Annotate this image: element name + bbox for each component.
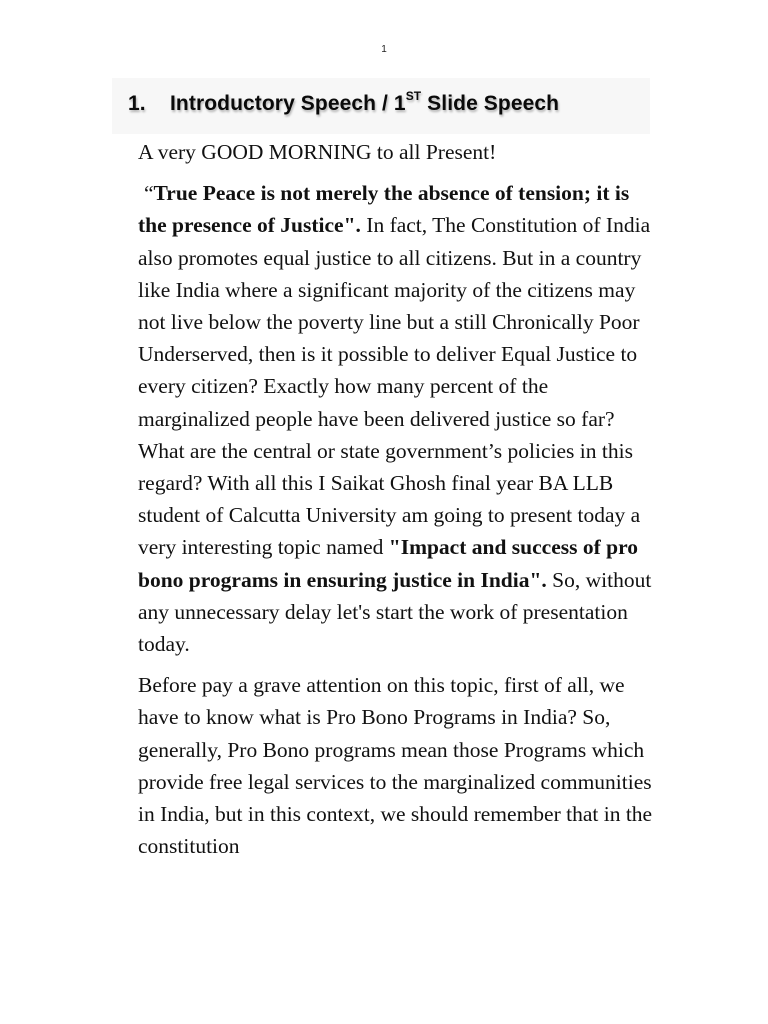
heading-text-start: Introductory Speech / 1 (170, 92, 406, 115)
quote-bold-text: True Peace is not merely the absence of tension; it is the presence of Justice". (138, 181, 630, 238)
opening-quote-mark: “ (144, 181, 154, 206)
section-heading (128, 91, 559, 116)
intro-text-a: In fact, The Constitution of India also promotes equal justice to all citizens. But in a country like India where a significant majority of the citizens may not live below the poverty line but a still Chronically Poor Underserved, then is it possible to deliver Equal Justice to every citizen? Exactly how many percent of the marginalized people have been delivered justice so far? What are the central or state government’s policies in this regard? With all this I Saikat Ghosh final year BA LLB student of Calcutta University am going to present today a very interesting topic named (138, 213, 651, 560)
page-number: 1 (381, 44, 387, 55)
intro-paragraph (138, 177, 658, 660)
topic-bold-text: "Impact and success of pro bono programs in ensuring justice in India". (138, 535, 639, 592)
document-body (138, 136, 658, 862)
pro-bono-paragraph: Before pay a grave attention on this topic, first of all, we have to know what is Pro Bono Programs in India? So, generally, Pro Bono programs mean those Programs which provide free legal services to the marginalized communities in India, but in this context, we should remember that in the constitution (138, 673, 653, 859)
greeting-line: A very GOOD MORNING to all Present! (138, 140, 497, 164)
intro-text-b: So, without any unnecessary delay let's start the work of presentation today. (138, 567, 652, 657)
heading-superscript: ST (405, 89, 422, 103)
heading-number: 1. (128, 92, 146, 115)
heading-text-end: Slide Speech (421, 92, 560, 115)
